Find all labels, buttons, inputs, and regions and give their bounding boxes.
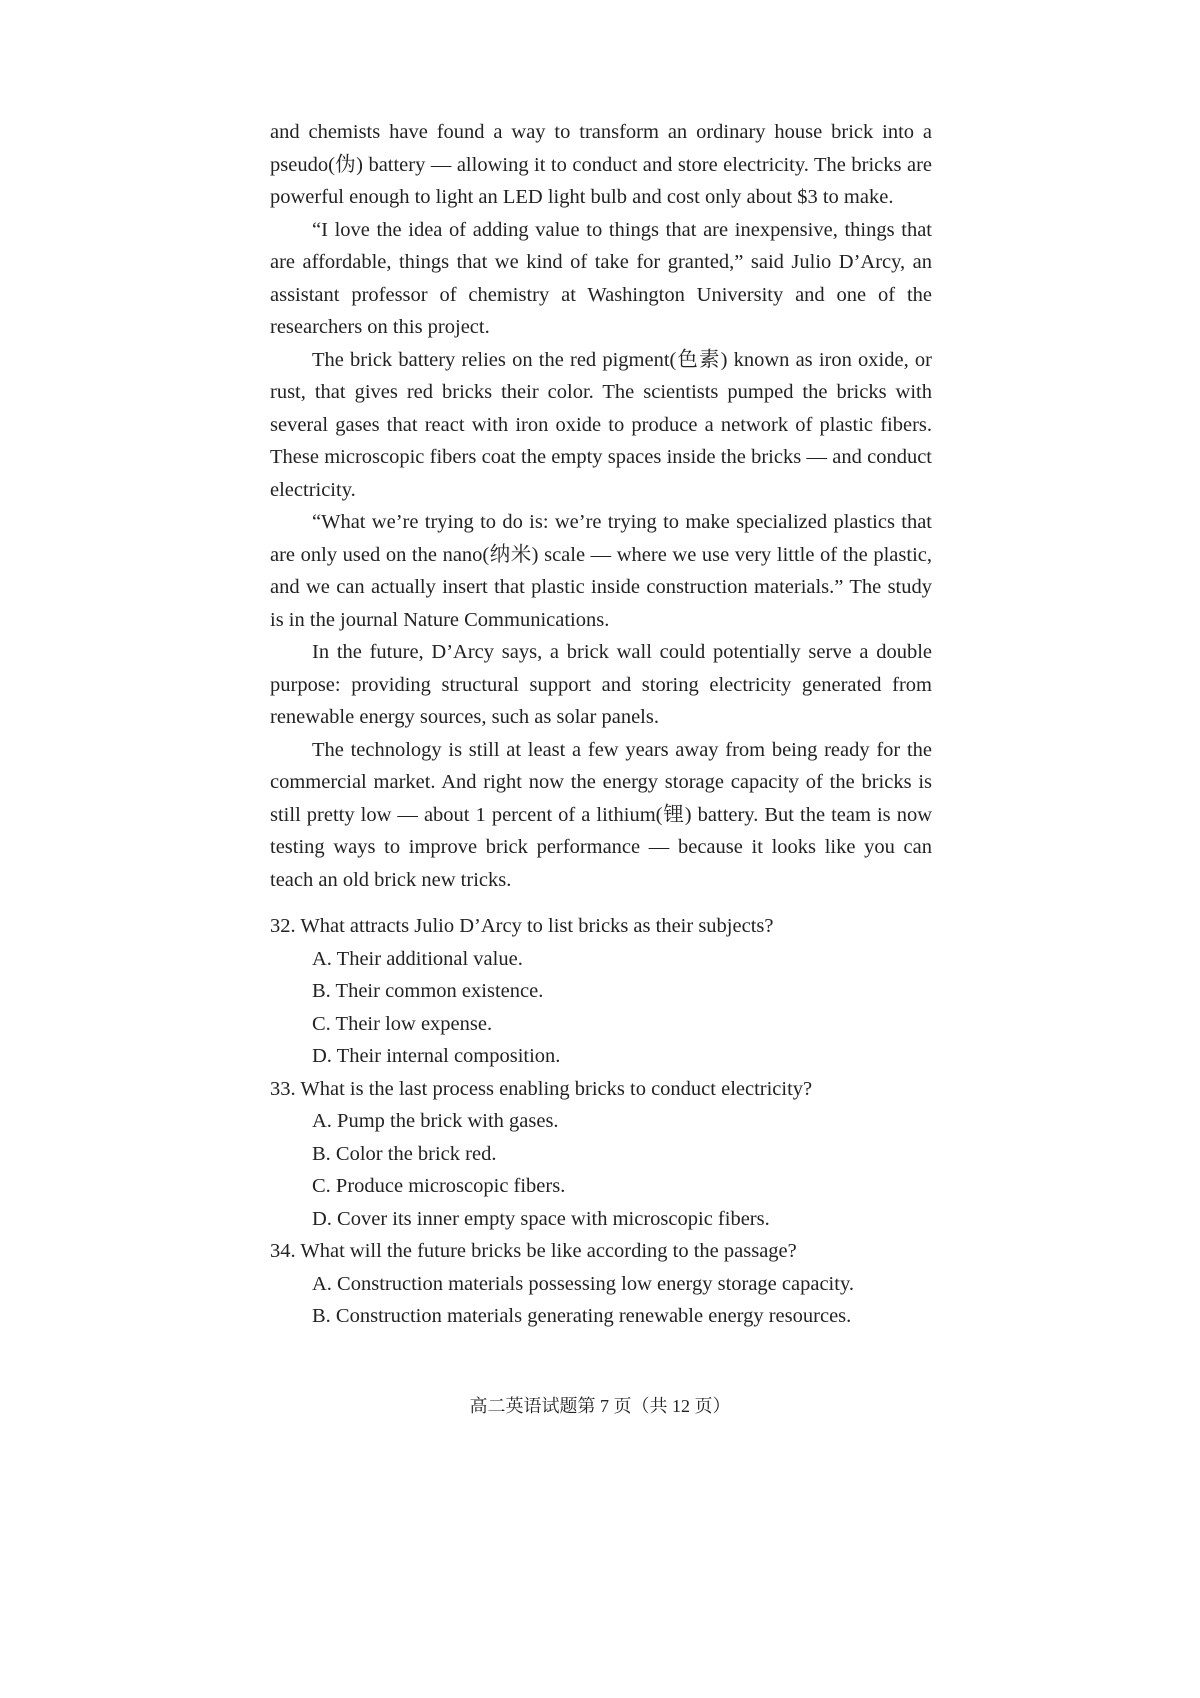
reading-passage — [270, 116, 932, 896]
question-stem: 33. What is the last process enabling bricks to conduct electricity? — [270, 1077, 813, 1100]
answer-option: C. Their low expense. — [312, 1012, 493, 1035]
page-content — [270, 116, 932, 1333]
answer-option: A. Their additional value. — [312, 947, 523, 970]
answer-option: A. Construction materials possessing low energy storage capacity. — [312, 1272, 854, 1295]
answer-option: C. Produce microscopic fibers. — [312, 1175, 566, 1197]
passage-paragraph: The brick battery relies on the red pigment(色素) known as iron oxide, or rust, that gives red bricks their color. The scientists pumped the bricks with several gases that react with iron oxide to produce a network of plastic fibers. These microscopic fibers coat the empty spaces inside the bricks — and conduct electricity. — [270, 348, 932, 501]
answer-option: B. Their common existence. — [312, 980, 544, 1002]
passage-paragraph: “I love the idea of adding value to things that are inexpensive, things that are affordable, things that we kind of take for granted,” said Julio D’Arcy, an assistant professor of chemistry at Washington University and one of the researchers on this project. — [270, 218, 932, 338]
question-list — [270, 910, 932, 1333]
answer-option: D. Their internal composition. — [312, 1045, 561, 1067]
answer-option: A. Pump the brick with gases. — [312, 1110, 559, 1132]
question-stem: 34. What will the future bricks be like according to the passage? — [270, 1240, 797, 1262]
passage-paragraph: In the future, D’Arcy says, a brick wall could potentially serve a double purpose: providing structural support and storing electricity generated from renewable energy sources, such as solar panels. — [270, 641, 932, 728]
passage-paragraph: and chemists have found a way to transform an ordinary house brick into a pseudo(伪) battery — allowing it to conduct and store electricity. The bricks are powerful enough to light an LED light bulb and cost only about $3 to make. — [270, 121, 932, 208]
question-33 — [270, 1073, 932, 1236]
question-34 — [270, 1235, 932, 1333]
question-stem: 32. What attracts Julio D’Arcy to list bricks as their subjects? — [270, 915, 774, 937]
passage-paragraph: The technology is still at least a few years away from being ready for the commercial market. And right now the energy storage capacity of the bricks is still pretty low — about 1 percent of a lithium(锂) battery. But the team is now testing ways to improve brick performance — because it looks like you can teach an old brick new tricks. — [270, 738, 932, 891]
answer-option: D. Cover its inner empty space with microscopic fibers. — [312, 1207, 770, 1230]
answer-option: B. Color the brick red. — [312, 1142, 497, 1165]
passage-paragraph: “What we’re trying to do is: we’re trying to make specialized plastics that are only used on the nano(纳米) scale — where we use very little of the plastic, and we can actually insert that plastic inside construction materials.” The study is in the journal Nature Communications. — [270, 511, 932, 631]
page-footer: 高二英语试题第 7 页（共 12 页） — [469, 1396, 731, 1416]
question-32 — [270, 910, 932, 1073]
answer-option: B. Construction materials generating renewable energy resources. — [312, 1305, 852, 1327]
